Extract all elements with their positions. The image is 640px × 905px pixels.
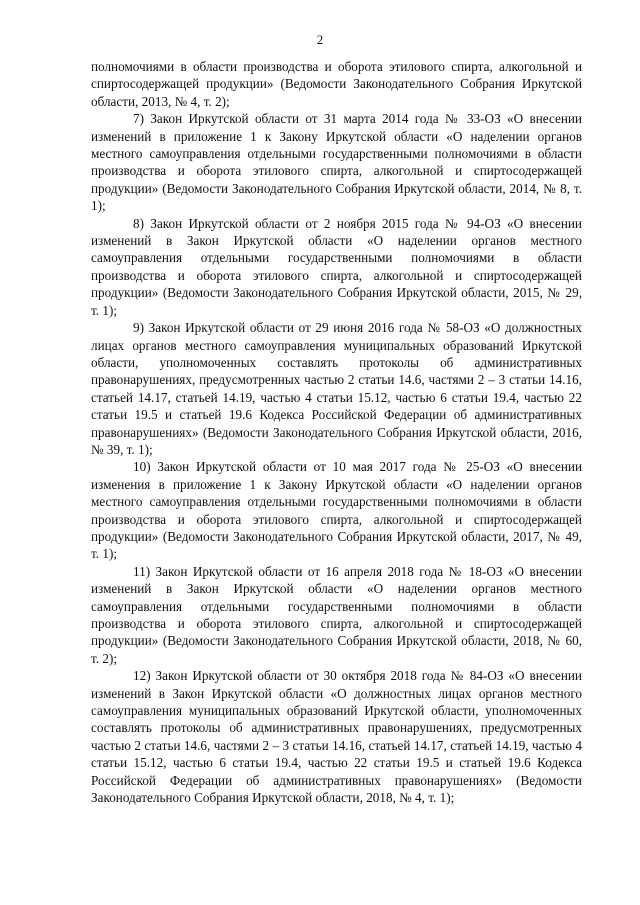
page-number: 2 [316,32,324,47]
list-item-10: 10) Закон Иркутской области от 10 мая 2017 года № 25-ОЗ «О внесении изменения в приложение 1 к Закону Иркутской области «О наделении органов местного самоуправления отдельными государственными полномочиями в области производства и оборота этилового спирта, алкогольной и спиртосодержащей продукции» (Ведомости Законодательного Собрания Иркутской области, 2017, № 49, т. 1); [91,459,582,562]
list-item-8: 8) Закон Иркутской области от 2 ноября 2015 года № 94-ОЗ «О внесении изменений в Закон Иркутской области «О наделении органов местного самоуправления отдельными государственными полномочиями в области производства и оборота этилового спирта, алкогольной и спиртосодержащей продукции» (Ведомости Законодательного Собрания Иркутской области, 2015, № 29, т. 1); [91,215,582,318]
list-item-12: 12) Закон Иркутской области от 30 октября 2018 года № 84-ОЗ «О внесении изменений в Закон Иркутской области «О должностных лицах органов местного самоуправления муниципальных образований Иркутской области, уполномоченных составлять протоколы об административных правонарушениях, предусмотренных частью 2 статьи 14.6, частями 2 – 3 статьи 14.16, статьей 14.17, статьей 14.19, частью 4 статьи 15.12, частью 6 статьи 19.4, частью 22 статьи 19.5 и статьей 19.6 Кодекса Российской Федерации об административных правонарушениях» (Ведомости Законодательного Собрания Иркутской области, 2018, № 4, т. 1); [91,668,582,806]
document-body [91,58,582,806]
paragraph-continuation: полномочиями в области производства и оборота этилового спирта, алкогольной и спиртосодержащей продукции» (Ведомости Законодательного Собрания Иркутской области, 2013, № 4, т. 2); [91,59,582,109]
list-item-9: 9) Закон Иркутской области от 29 июня 2016 года № 58-ОЗ «О должностных лицах органов местного самоуправления муниципальных образований Иркутской области, уполномоченных составлять протоколы об административных правонарушениях, предусмотренных частью 2 статьи 14.6, частями 2 – 3 статьи 14.16, статьей 14.17, статьей 14.19, частью 4 статьи 15.12, частью 6 статьи 19.4, частью 22 статьи 19.5 и статьей 19.6 Кодекса Российской Федерации об административных правонарушениях» (Ведомости Законодательного Собрания Иркутской области, 2016, № 39, т. 1); [91,320,582,457]
list-item-7: 7) Закон Иркутской области от 31 марта 2014 года № 33-ОЗ «О внесении изменений в приложение 1 к Закону Иркутской области «О наделении органов местного самоуправления отдельными государственными полномочиями в области производства и оборота этилового спирта, алкогольной и спиртосодержащей продукции» (Ведомости Законодательного Собрания Иркутской области, 2014, № 8, т. 1); [91,111,582,214]
list-item-11: 11) Закон Иркутской области от 16 апреля 2018 года № 18-ОЗ «О внесении изменений в Закон Иркутской области «О наделении органов местного самоуправления отдельными государственными полномочиями в области производства и оборота этилового спирта, алкогольной и спиртосодержащей продукции» (Ведомости Законодательного Собрания Иркутской области, 2018, № 60, т. 2); [91,563,582,666]
